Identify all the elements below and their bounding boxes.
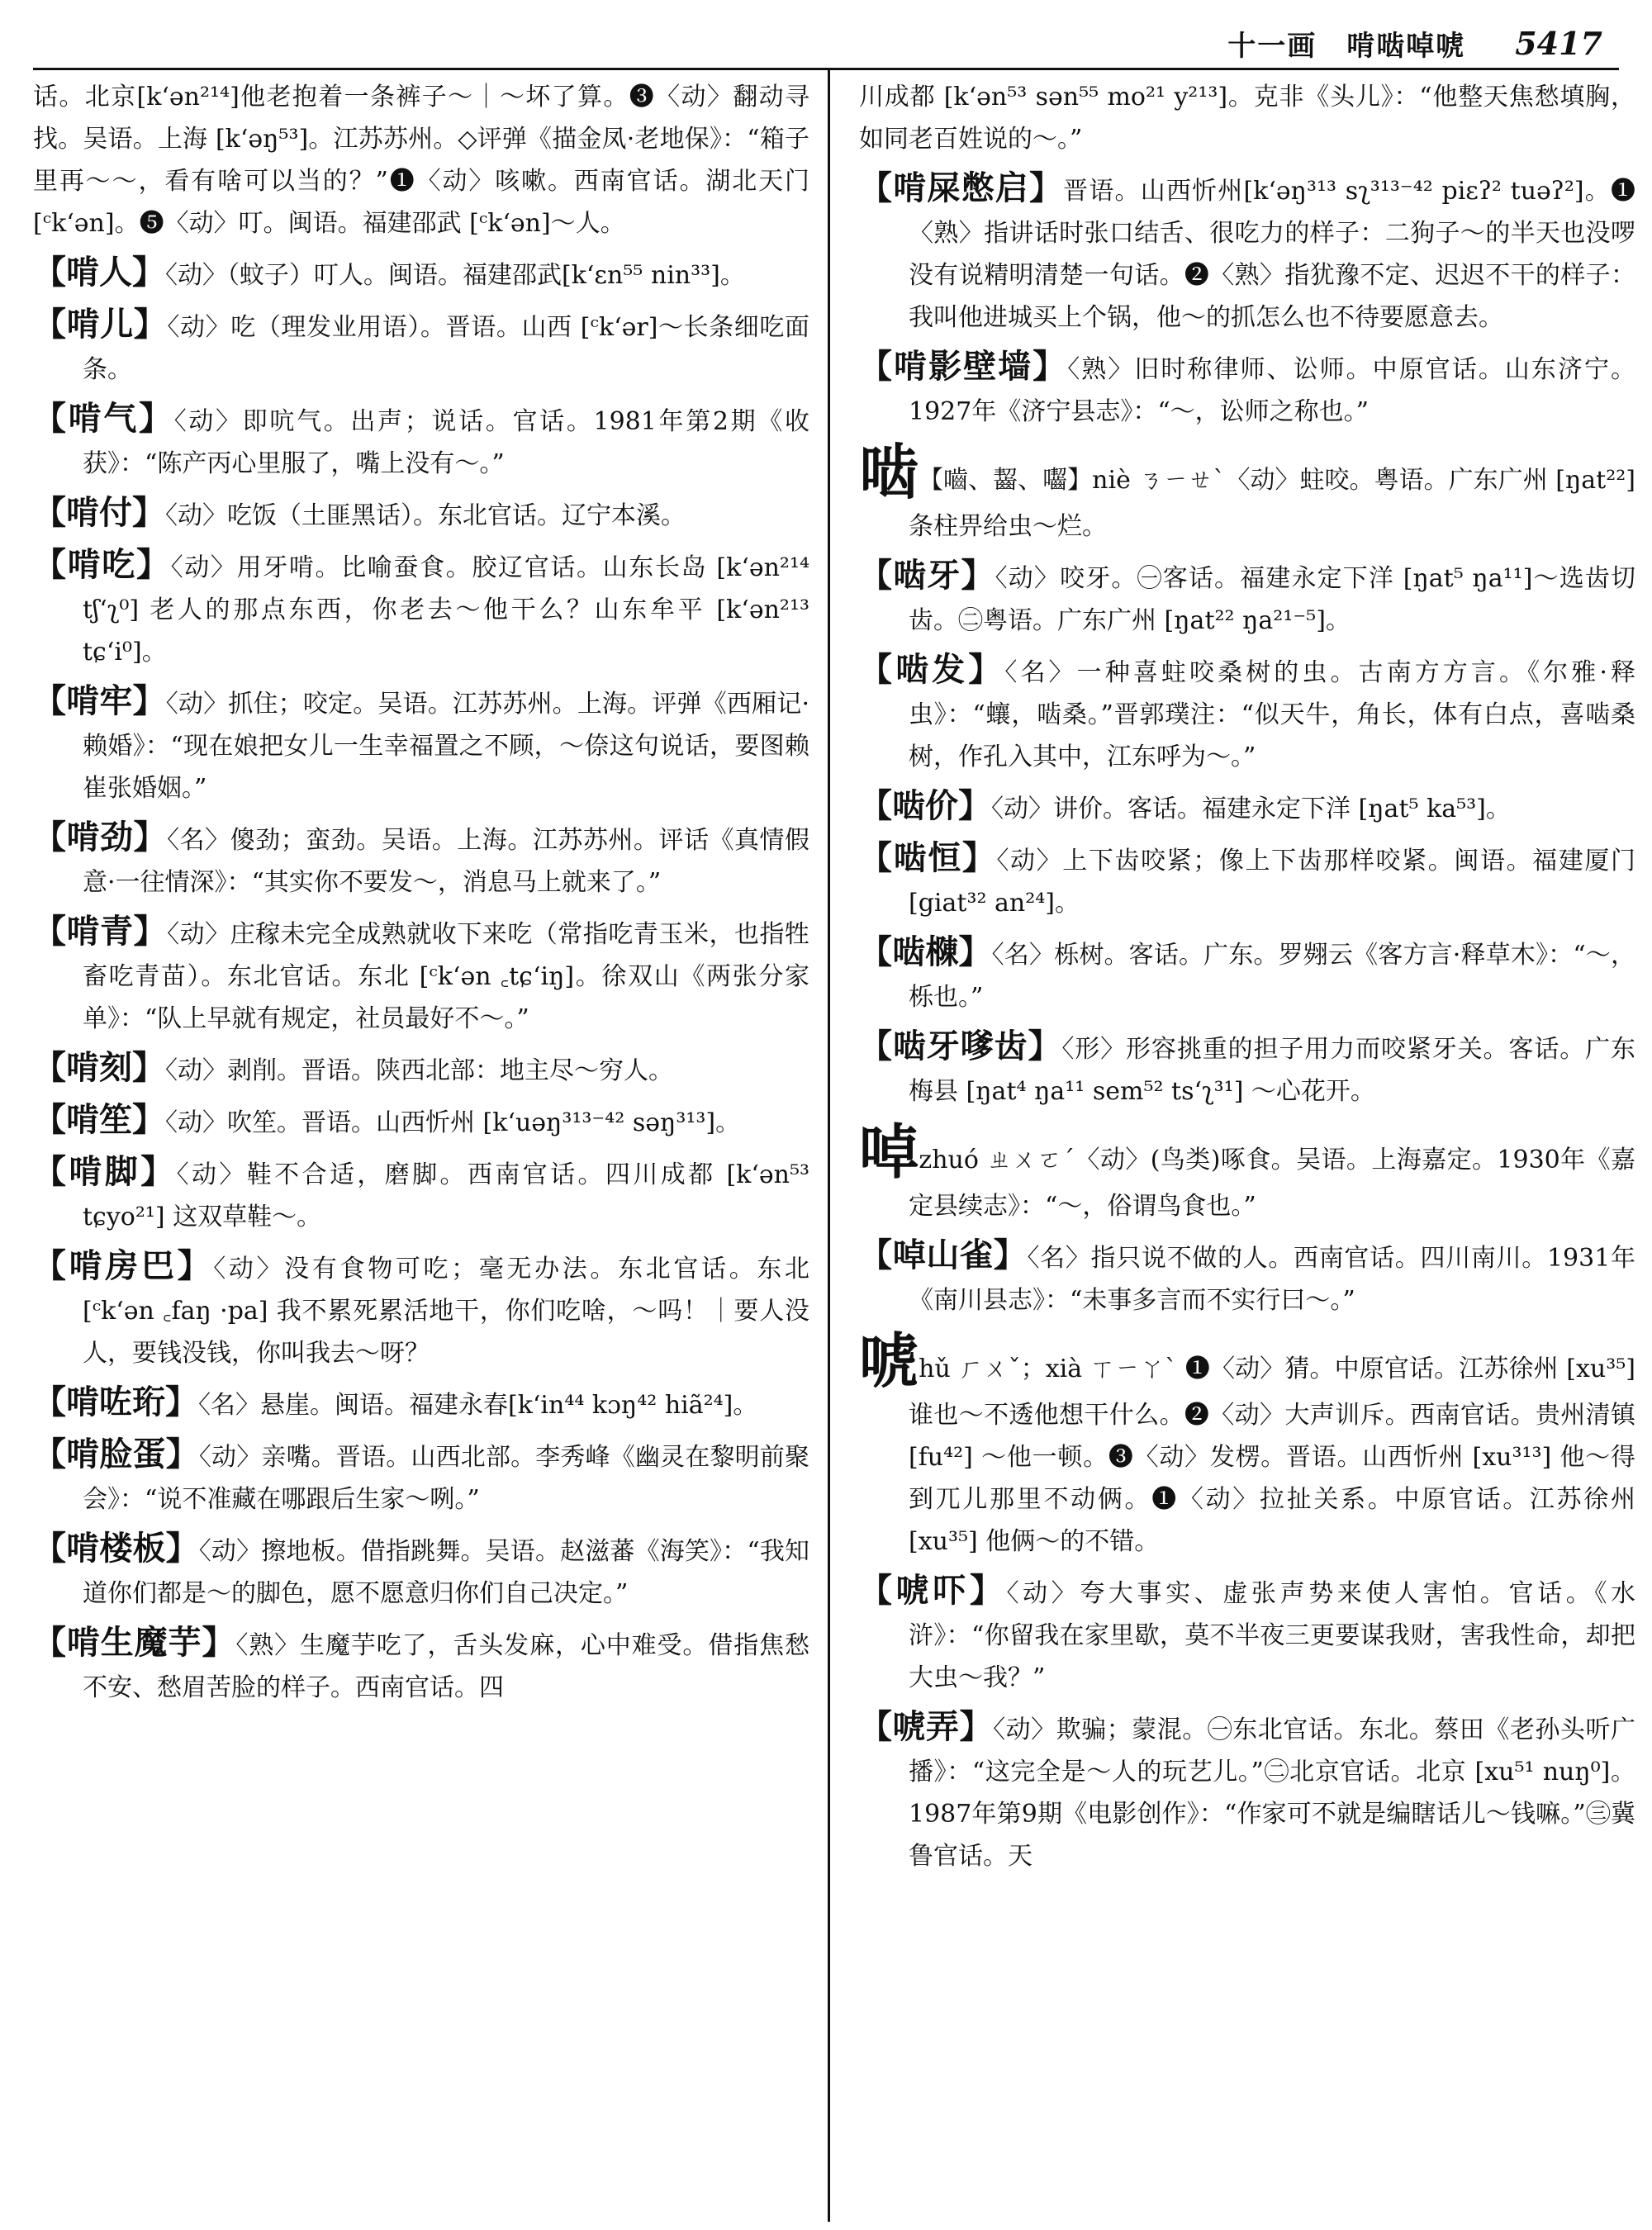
entry-definition: 〈动〉（蚊子）叮人。闽语。福建邵武[k‘ɛn⁵⁵ nin³³]。 — [165, 261, 745, 290]
entry-headword: 【啃楼板】 — [33, 1529, 199, 1568]
entry-headword: 【啃影壁墙】 — [859, 347, 1068, 386]
entry-definition: 〈动〉咬牙。㊀客话。福建永定下洋 [ŋat⁵ ŋa¹¹]～选齿切齿。㊁粤语。广东广州 [ŋat²² ŋa²¹⁻⁵]。 — [909, 564, 1635, 635]
entry-headword: 【啃吃】 — [33, 545, 171, 584]
dictionary-entry — [859, 1706, 1635, 1877]
entry-headword: 【啮樄】 — [859, 932, 992, 971]
entry-headword: 【啃青】 — [33, 912, 168, 951]
dictionary-entry — [859, 345, 1635, 433]
entry-definition: 〈动〉用牙啃。比喻蚕食。胶辽官话。山东长岛 [k‘ən²¹⁴ tʃ‘ʅ⁰] 老人的那点东西，你老去～他干么？山东牟平 [k‘ən²¹³ tɕ‘i⁰]。 — [83, 553, 809, 667]
dictionary-entry — [859, 1025, 1635, 1113]
dictionary-entry — [33, 1381, 809, 1426]
entry-definition: 〈名〉傻劲；蛮劲。吴语。上海。江苏苏州。评话《真情假意·一往情深》：“其实你不要发～，消息马上就来了。” — [83, 826, 809, 897]
entry-definition: 〈动〉剥削。晋语。陕西北部：地主尽～穷人。 — [165, 1056, 673, 1085]
headword-entry — [859, 1119, 1635, 1227]
dictionary-entry — [859, 76, 1635, 160]
entry-headword: 【啃脸蛋】 — [33, 1435, 199, 1473]
entry-headword: 【啃笙】 — [33, 1100, 165, 1139]
entry-definition: 〈动〉上下齿咬紧；像上下齿那样咬紧。闽语。福建厦门 [giat³² an²⁴]。 — [909, 847, 1635, 918]
dictionary-entry — [33, 680, 809, 809]
entry-definition: 〈动〉没有食物可吃；毫无办法。东北官话。东北 [ᶜk‘ən ꜀faŋ ·pa] 我不累死累活地干，你们吃啥，～吗！｜要人没人，要钱没钱，你叫我去～呀？ — [83, 1255, 809, 1368]
dictionary-entry — [33, 1621, 809, 1709]
dictionary-entry — [33, 1098, 809, 1144]
entry-definition: 〈动〉讲价。客话。福建永定下洋 [ŋat⁵ ka⁵³]。 — [991, 795, 1511, 823]
entry-headword: 【唬弄】 — [859, 1707, 994, 1746]
header-rule — [33, 68, 1619, 70]
headword-entry — [859, 439, 1635, 548]
entry-definition: 〈熟〉旧时称律师、讼师。中原官话。山东济宁。1927年《济宁县志》：“～，讼师之称也。” — [909, 355, 1635, 426]
headword-entry — [859, 1328, 1635, 1563]
entry-headword: 【啃刻】 — [33, 1048, 165, 1087]
dictionary-entry — [33, 303, 809, 391]
entry-definition: 〈形〉形容挑重的担子用力而咬紧牙关。客话。广东梅县 [ŋat⁴ ŋa¹¹ sem⁵² ts‘ʅ³¹] ～心花开。 — [909, 1035, 1635, 1106]
entry-headword: 【啮恒】 — [859, 838, 997, 877]
section-title: 十一画 啃啮啅唬 — [1227, 29, 1466, 63]
entry-definition: 川成都 [k‘ən⁵³ sən⁵⁵ mo²¹ y²¹³]。克非《头儿》：“他整天焦愁填胸，如同老百姓说的～。” — [859, 83, 1635, 154]
entry-headword: 【啃咗珩】 — [33, 1383, 198, 1421]
dictionary-entry — [33, 1151, 809, 1238]
entry-definition: 〈动〉鞋不合适，磨脚。西南官话。四川成都 [k‘ən⁵³ tɕyo²¹] 这双草鞋～。 — [83, 1160, 809, 1231]
entry-definition: 〈名〉一种喜蛀咬桑树的虫。古南方方言。《尔雅·释虫》：“蠰，啮桑。”晋郭璞注：“似天牛，角长，体有白点，喜啮桑树，作孔入其中，江东呼为～。” — [909, 658, 1635, 771]
entry-definition: 〈动〉夸大事实、虚张声势来使人害怕。官话。《水浒》：“你留我在家里歇，莫不半夜三更要谋我财，害我性命，却把大虫～我？” — [909, 1579, 1635, 1692]
character-headword: 啅 — [859, 1117, 919, 1187]
entry-definition: zhuó ㄓㄨㄛˊ〈动〉(鸟类)啄食。吴语。上海嘉定。1930年《嘉定县续志》：“～，俗谓鸟食也。” — [909, 1146, 1635, 1221]
entry-headword: 【啃脚】 — [33, 1152, 177, 1191]
dictionary-entry — [859, 931, 1635, 1018]
character-headword: 唬 — [859, 1326, 919, 1396]
dictionary-entry — [859, 167, 1635, 339]
entry-definition: 〈动〉即吭气。出声；说话。官话。1981年第2期《收获》：“陈产丙心里服了，嘴上没有～。” — [83, 407, 809, 478]
dictionary-entry — [33, 910, 809, 1040]
entry-definition: 〈动〉亲嘴。晋语。山西北部。李秀峰《幽灵在黎明前聚会》：“说不准藏在哪跟后生家～咧。” — [83, 1443, 809, 1514]
entry-headword: 【啃房巴】 — [33, 1246, 214, 1285]
character-headword: 啮 — [859, 437, 919, 507]
dictionary-entry — [33, 1245, 809, 1374]
entry-definition: 【嚙、齧、囓】niè ㄋㄧㄝˋ〈动〉蛀咬。粤语。广东广州 [ŋat²²] 条柱畀给虫～烂。 — [909, 466, 1635, 541]
dictionary-entry — [859, 648, 1635, 778]
dictionary-entry — [33, 1527, 809, 1615]
dictionary-entry — [33, 397, 809, 485]
entry-headword: 【唬吓】 — [859, 1571, 1007, 1610]
entry-definition: 〈动〉抓住；咬定。吴语。江苏苏州。上海。评弹《西厢记·赖婚》：“现在娘把女儿一生幸福置之不顾，～倷这句说话，要图赖崔张婚姻。” — [83, 690, 809, 803]
entry-headword: 【啮牙】 — [859, 556, 995, 595]
entry-definition: 〈动〉擦地板。借指跳舞。吴语。赵滋蕃《海笑》：“我知道你们都是～的脚色，愿不愿意归你们自己决定。” — [83, 1537, 809, 1608]
left-column — [33, 76, 809, 2220]
entry-definition: 〈名〉栎树。客话。广东。罗翙云《客方言·释草木》：“～，栎也。” — [909, 941, 1635, 1012]
entry-definition: 话。北京[k‘ən²¹⁴]他老抱着一条裤子～｜～坏了算。❸〈动〉翻动寻找。吴语。上海 [k‘əŋ⁵³]。江苏苏州。◇评弹《描金凤·老地保》：“箱子里再～～，看有啥可以当的？”❶〈动〉咳嗽。西南官话。湖北天门[ᶜk‘ən]。❺〈动〉叮。闽语。福建邵武 [ᶜk‘ən]～人。 — [33, 83, 809, 238]
entry-headword: 【啃劲】 — [33, 818, 168, 856]
dictionary-entry — [859, 554, 1635, 642]
dictionary-entry — [33, 543, 809, 673]
entry-headword: 【啃气】 — [33, 399, 174, 438]
entry-definition: 〈动〉欺骗；蒙混。㊀东北官话。东北。蔡田《老孙头听广播》：“这完全是～人的玩艺儿。”㊁北京官话。北京 [xu⁵¹ nuŋ⁰]。1987年第9期《电影创作》：“作家可不就是编瞎话儿～钱嘛。”㊂冀鲁官话。天 — [909, 1715, 1635, 1871]
entry-definition: 〈熟〉生魔芋吃了，舌头发麻，心中难受。借指焦愁不安、愁眉苦脸的样子。西南官话。四 — [83, 1631, 809, 1702]
column-divider — [828, 70, 830, 2222]
right-column — [859, 76, 1635, 2220]
page-number: 5417 — [1515, 24, 1602, 62]
dictionary-entry — [33, 1433, 809, 1521]
dictionary-entry — [33, 491, 809, 537]
entry-headword: 【啃屎憋启】 — [859, 168, 1064, 207]
entry-definition: 〈动〉庄稼未完全成熟就收下来吃（常指吃青玉米，也指牲畜吃青苗）。东北官话。东北 [ᶜk‘ən ꜀tɕ‘iŋ]。徐双山《两张分家单》：“队上早就有规定，社员最好不～。” — [83, 920, 809, 1033]
entry-definition: 〈动〉吃饭（土匪黑话）。东北官话。辽宁本溪。 — [165, 501, 686, 530]
entry-definition: 晋语。山西忻州[k‘əŋ³¹³ sʅ³¹³⁻⁴² piɛʔ² tuəʔ²]。❶〈熟〉指讲话时张口结舌、很吃力的样子：二狗子～的半天也没啰没有说精明清楚一句话。❷〈熟〉指犹豫不定、迟迟不干的样子：我叫他进城买上个锅，他～的抓怎么也不待要愿意去。 — [909, 177, 1635, 332]
entry-headword: 【啮发】 — [859, 650, 1005, 689]
entry-headword: 【啅山雀】 — [859, 1236, 1028, 1274]
entry-headword: 【啃儿】 — [33, 305, 168, 344]
dictionary-entry — [33, 1046, 809, 1092]
entry-headword: 【啃牢】 — [33, 681, 166, 720]
entry-headword: 【啮价】 — [859, 786, 991, 825]
dictionary-entry — [859, 837, 1635, 924]
entry-headword: 【啃人】 — [33, 253, 165, 292]
entry-definition: 〈名〉悬崖。闽语。福建永春[k‘in⁴⁴ kɔŋ⁴² hiã²⁴]。 — [198, 1391, 758, 1420]
page-header — [50, 18, 1602, 68]
entry-headword: 【啃生魔芋】 — [33, 1623, 236, 1662]
entry-headword: 【啮牙嗲齿】 — [859, 1027, 1062, 1065]
dictionary-entry — [859, 785, 1635, 830]
entry-definition: hǔ ㄏㄨˇ；xià ㄒㄧㄚˋ ❶〈动〉猜。中原官话。江苏徐州 [xu³⁵] 谁也～不透他想干什么。❷〈动〉大声训斥。西南官话。贵州清镇 [fu⁴²] ～他一顿。❸〈动〉发楞。晋语。山西忻州 [xu³¹³] 他～得到兀儿那里不动俩。❶〈动〉拉扯关系。中原官话。江苏徐州[xu³⁵] 他俩～的不错。 — [909, 1355, 1635, 1556]
entry-headword: 【啃付】 — [33, 493, 165, 532]
dictionary-entry — [33, 816, 809, 904]
dictionary-entry — [859, 1234, 1635, 1321]
dictionary-entry — [33, 251, 809, 297]
entry-definition: 〈名〉指只说不做的人。西南官话。四川南川。1931年《南川县志》：“未事多言而不实行曰～。” — [909, 1244, 1635, 1315]
dictionary-entry — [33, 76, 809, 244]
dictionary-entry — [859, 1569, 1635, 1699]
entry-definition: 〈动〉吃（理发业用语）。晋语。山西 [ᶜk‘ər]～长条细吃面条。 — [83, 313, 809, 384]
entry-definition: 〈动〉吹笙。晋语。山西忻州 [k‘uəŋ³¹³⁻⁴² səŋ³¹³]。 — [165, 1108, 741, 1137]
